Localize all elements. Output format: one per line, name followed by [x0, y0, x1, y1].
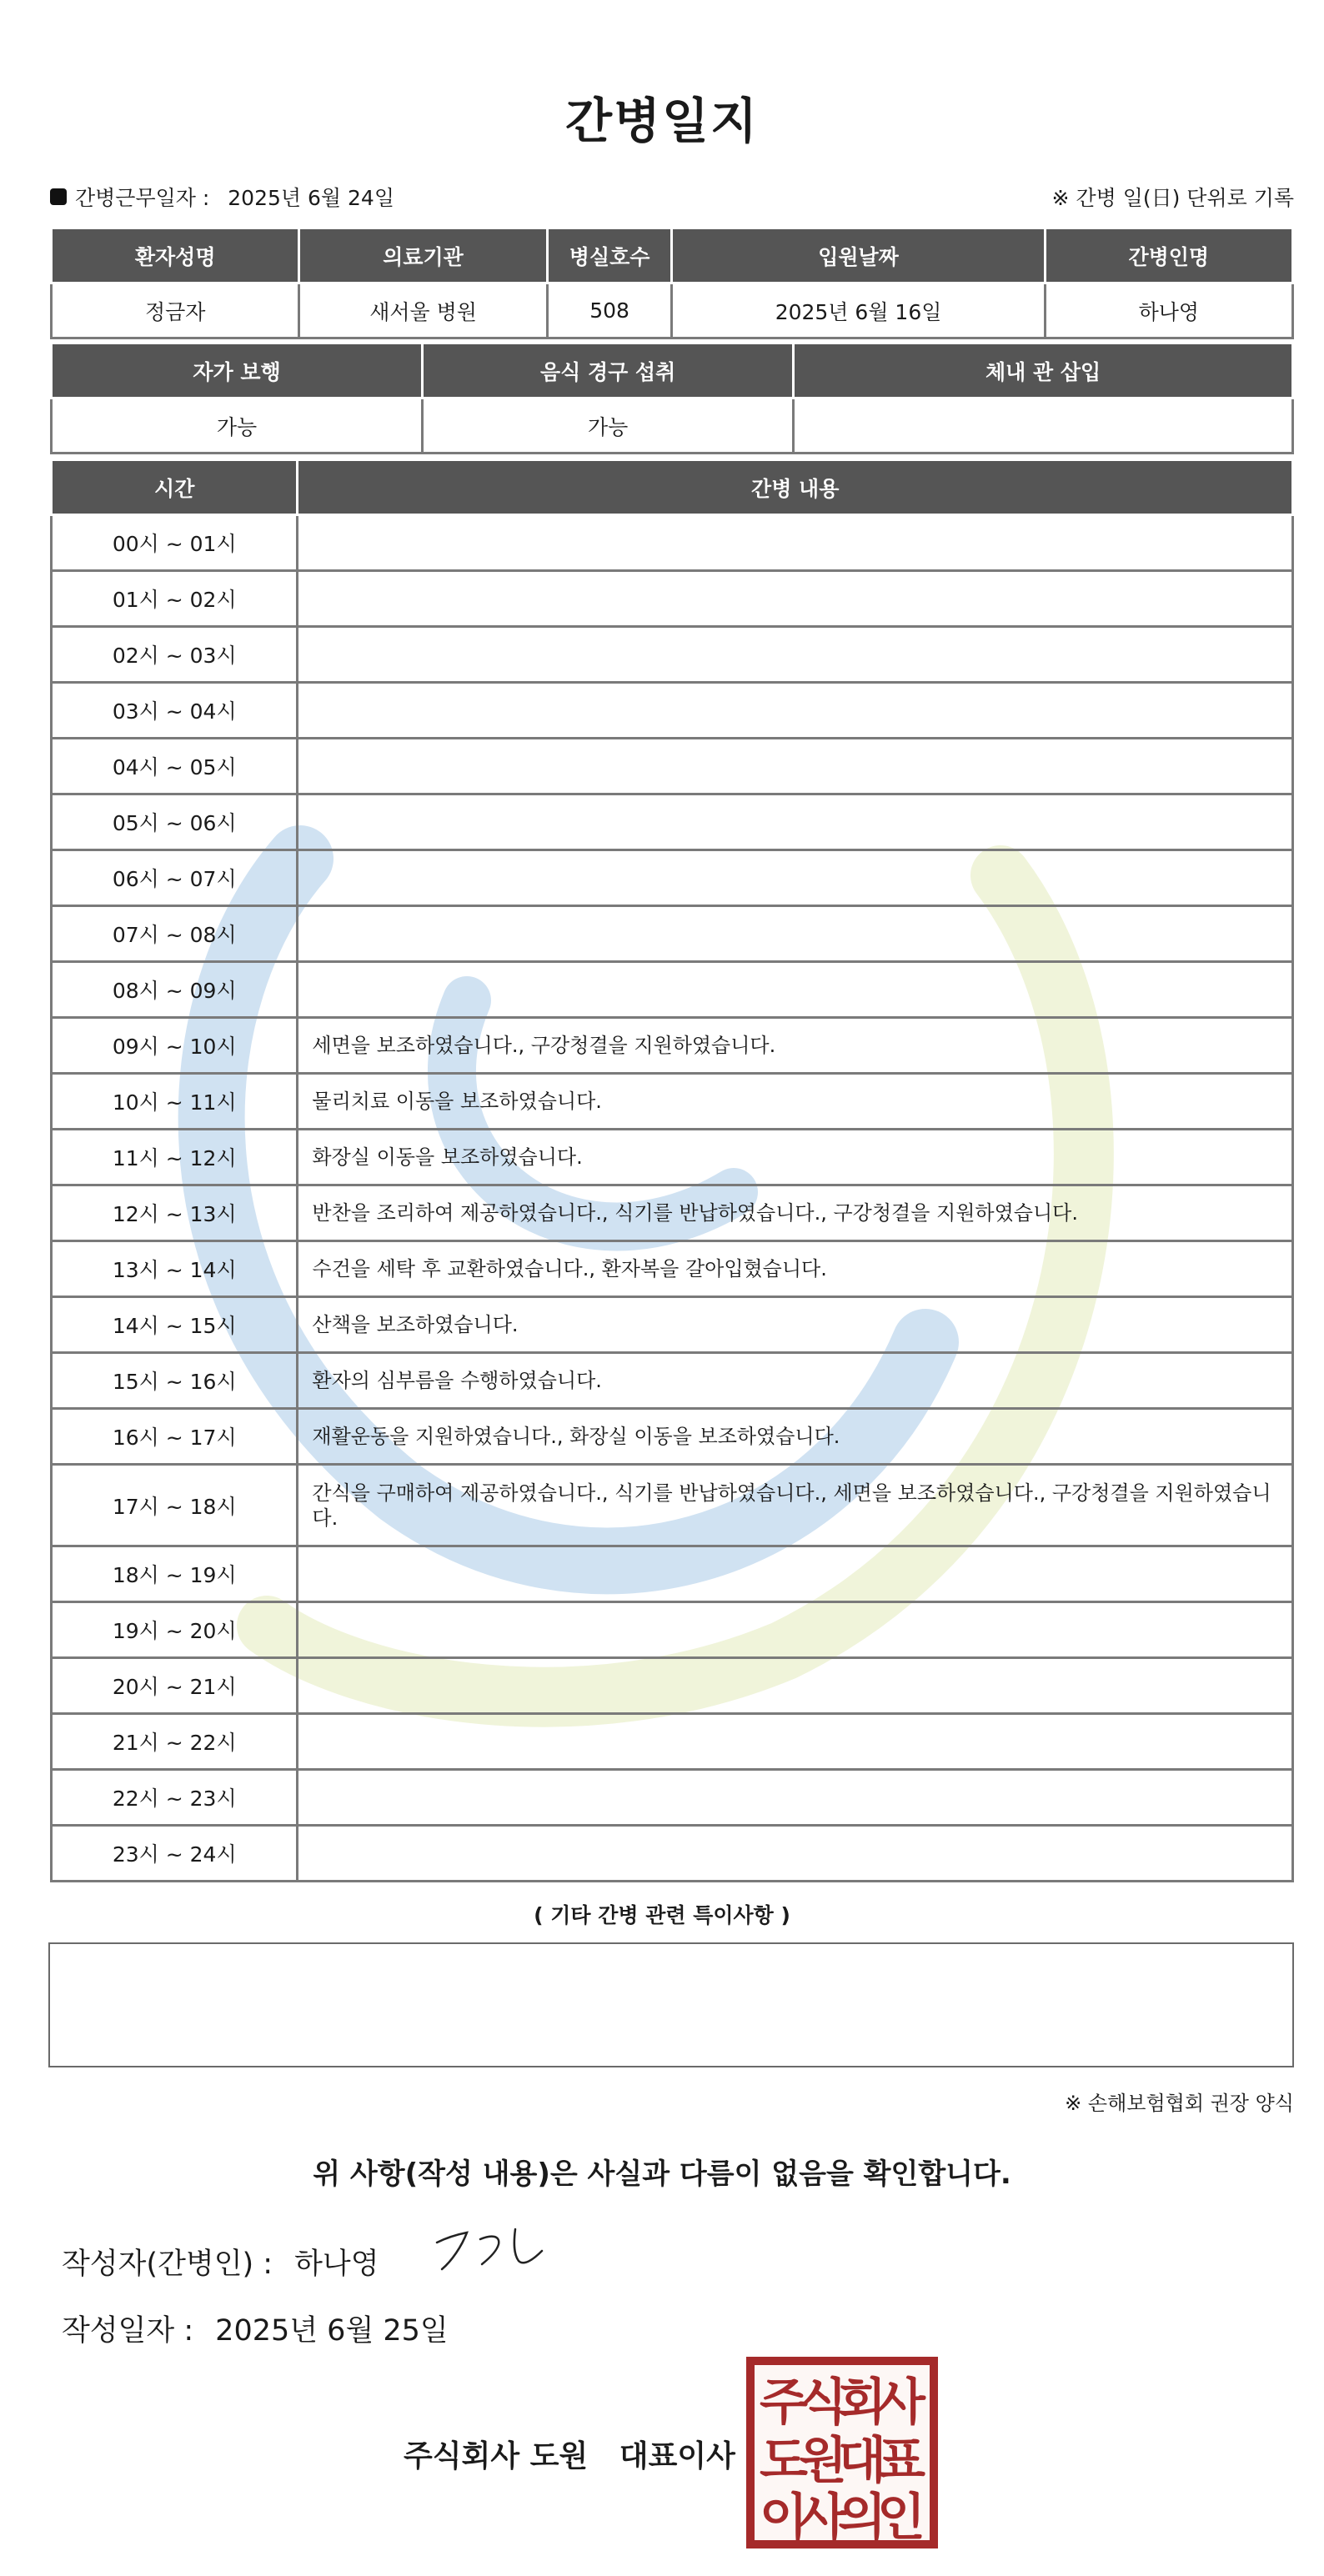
- table-row: [52, 850, 1293, 906]
- time-cell: 16시 ~ 17시: [52, 1409, 298, 1465]
- header-hospital: 의료기관: [299, 228, 547, 283]
- table-row: [52, 1602, 1293, 1658]
- time-cell: 22시 ~ 23시: [52, 1770, 298, 1826]
- svg-text:대: 대: [838, 2433, 886, 2488]
- time-cell: 15시 ~ 16시: [52, 1353, 298, 1409]
- header-room: 병실호수: [547, 228, 672, 283]
- content-cell: 환자의 심부름을 수행하였습니다.: [298, 1353, 1293, 1409]
- svg-text:원: 원: [799, 2433, 847, 2488]
- hospital: 새서울 병원: [299, 283, 547, 338]
- care-log-header-row: [52, 460, 1293, 515]
- table-row: [52, 1241, 1293, 1297]
- header-time: 시간: [52, 460, 298, 515]
- time-cell: 23시 ~ 24시: [52, 1826, 298, 1882]
- content-cell: [298, 850, 1293, 906]
- svg-text:이: 이: [760, 2489, 808, 2545]
- header-admission-date: 입원날짜: [672, 228, 1045, 283]
- self-walking: 가능: [52, 398, 423, 454]
- special-notes-box: [48, 1942, 1294, 2067]
- table-row: [52, 739, 1293, 794]
- svg-text:도: 도: [760, 2433, 808, 2488]
- patient-info-table: [50, 227, 1294, 339]
- care-log-table: [50, 459, 1294, 1882]
- patient-info-value-row: [52, 283, 1293, 338]
- time-cell: 20시 ~ 21시: [52, 1658, 298, 1714]
- time-cell: 08시 ~ 09시: [52, 962, 298, 1018]
- content-cell: [298, 1770, 1293, 1826]
- svg-text:사: 사: [877, 2374, 925, 2430]
- table-row: [52, 627, 1293, 683]
- caregiver-name: 하나영: [1045, 283, 1292, 338]
- work-date-label: 간병근무일자 :: [75, 186, 210, 210]
- form-note: ※ 손해보험협회 권장 양식: [1065, 2092, 1294, 2115]
- content-cell: [298, 1546, 1293, 1602]
- table-row: [52, 1658, 1293, 1714]
- svg-text:식: 식: [799, 2374, 847, 2430]
- time-cell: 05시 ~ 06시: [52, 794, 298, 850]
- time-cell: 21시 ~ 22시: [52, 1714, 298, 1770]
- content-cell: [298, 906, 1293, 962]
- header-patient-name: 환자성명: [52, 228, 299, 283]
- svg-text:사: 사: [799, 2489, 847, 2545]
- svg-text:표: 표: [877, 2433, 925, 2488]
- content-cell: 화장실 이동을 보조하였습니다.: [298, 1130, 1293, 1185]
- table-row: [52, 962, 1293, 1018]
- condition-header-row: [52, 343, 1293, 398]
- header-oral-intake: 음식 경구 섭취: [423, 343, 794, 398]
- table-row: [52, 1770, 1293, 1826]
- content-cell: 물리치료 이동을 보조하였습니다.: [298, 1074, 1293, 1130]
- patient-condition-table: [50, 342, 1294, 454]
- svg-text:주: 주: [760, 2374, 808, 2430]
- square-bullet-icon: [50, 188, 67, 205]
- table-row: [52, 1074, 1293, 1130]
- handwritten-signature: [430, 2218, 555, 2284]
- written-date-value: 2025년 6월 25일: [215, 2314, 449, 2348]
- content-cell: [298, 1658, 1293, 1714]
- content-cell: [298, 962, 1293, 1018]
- time-cell: 01시 ~ 02시: [52, 571, 298, 627]
- table-row: [52, 571, 1293, 627]
- table-row: [52, 1826, 1293, 1882]
- header-self-walking: 자가 보행: [52, 343, 423, 398]
- work-date: [50, 182, 394, 212]
- company-representative: 주식회사 도원 대표이사: [404, 2439, 735, 2473]
- table-row: [52, 515, 1293, 571]
- special-notes-title: ( 기타 간병 관련 특이사항 ): [534, 1903, 790, 1927]
- meta-row: [50, 182, 1294, 215]
- content-cell: 수건을 세탁 후 교환하였습니다., 환자복을 갈아입혔습니다.: [298, 1241, 1293, 1297]
- admission-date: 2025년 6월 16일: [672, 283, 1045, 338]
- table-row: [52, 1130, 1293, 1185]
- svg-text:의: 의: [838, 2489, 886, 2545]
- time-cell: 10시 ~ 11시: [52, 1074, 298, 1130]
- table-row: [52, 794, 1293, 850]
- table-row: [52, 1546, 1293, 1602]
- time-cell: 06시 ~ 07시: [52, 850, 298, 906]
- table-row: [52, 1018, 1293, 1074]
- svg-text:인: 인: [877, 2489, 925, 2545]
- time-cell: 00시 ~ 01시: [52, 515, 298, 571]
- content-cell: [298, 627, 1293, 683]
- table-row: [52, 1185, 1293, 1241]
- time-cell: 03시 ~ 04시: [52, 683, 298, 739]
- content-cell: 간식을 구매하여 제공하였습니다., 식기를 반납하였습니다., 세면을 보조하였습니다., 구강청결을 지원하였습니다.: [298, 1465, 1293, 1546]
- time-cell: 19시 ~ 20시: [52, 1602, 298, 1658]
- svg-text:회: 회: [838, 2374, 886, 2430]
- confirmation-statement: 위 사항(작성 내용)은 사실과 다름이 없음을 확인합니다.: [313, 2158, 1011, 2191]
- tube-insertion: [794, 398, 1293, 454]
- table-row: [52, 1409, 1293, 1465]
- header-tube-insertion: 체내 관 삽입: [794, 343, 1293, 398]
- time-cell: 17시 ~ 18시: [52, 1465, 298, 1546]
- patient-info-header-row: [52, 228, 1293, 283]
- writer-name: 하나영: [294, 2248, 379, 2281]
- oral-intake: 가능: [423, 398, 794, 454]
- time-cell: 13시 ~ 14시: [52, 1241, 298, 1297]
- table-row: [52, 1353, 1293, 1409]
- header-caregiver-name: 간병인명: [1045, 228, 1292, 283]
- content-cell: [298, 739, 1293, 794]
- table-row: [52, 1465, 1293, 1546]
- written-date-label: 작성일자 :: [62, 2314, 194, 2348]
- header-care-content: 간병 내용: [298, 460, 1293, 515]
- content-cell: 산책을 보조하였습니다.: [298, 1297, 1293, 1353]
- table-row: [52, 906, 1293, 962]
- table-row: [52, 683, 1293, 739]
- writer-line: [62, 2241, 379, 2283]
- writer-label: 작성자(간병인) :: [62, 2248, 273, 2281]
- patient-name: 정금자: [52, 283, 299, 338]
- content-cell: [298, 571, 1293, 627]
- condition-value-row: [52, 398, 1293, 454]
- time-cell: 18시 ~ 19시: [52, 1546, 298, 1602]
- content-cell: [298, 1714, 1293, 1770]
- content-cell: [298, 683, 1293, 739]
- company-seal-stamp: [745, 2356, 939, 2549]
- record-note: ※ 간병 일(日) 단위로 기록: [1051, 186, 1294, 210]
- work-date-value: 2025년 6월 24일: [228, 186, 394, 210]
- content-cell: [298, 515, 1293, 571]
- time-cell: 09시 ~ 10시: [52, 1018, 298, 1074]
- time-cell: 14시 ~ 15시: [52, 1297, 298, 1353]
- content-cell: [298, 794, 1293, 850]
- table-row: [52, 1714, 1293, 1770]
- content-cell: 재활운동을 지원하였습니다., 화장실 이동을 보조하였습니다.: [298, 1409, 1293, 1465]
- room-number: 508: [547, 283, 672, 338]
- time-cell: 04시 ~ 05시: [52, 739, 298, 794]
- content-cell: [298, 1826, 1293, 1882]
- content-cell: 반찬을 조리하여 제공하였습니다., 식기를 반납하였습니다., 구강청결을 지원하였습니다.: [298, 1185, 1293, 1241]
- time-cell: 11시 ~ 12시: [52, 1130, 298, 1185]
- document-title: 간병일지: [564, 93, 760, 149]
- time-cell: 07시 ~ 08시: [52, 906, 298, 962]
- content-cell: 세면을 보조하였습니다., 구강청결을 지원하였습니다.: [298, 1018, 1293, 1074]
- time-cell: 12시 ~ 13시: [52, 1185, 298, 1241]
- content-cell: [298, 1602, 1293, 1658]
- table-row: [52, 1297, 1293, 1353]
- time-cell: 02시 ~ 03시: [52, 627, 298, 683]
- written-date-line: [62, 2308, 449, 2349]
